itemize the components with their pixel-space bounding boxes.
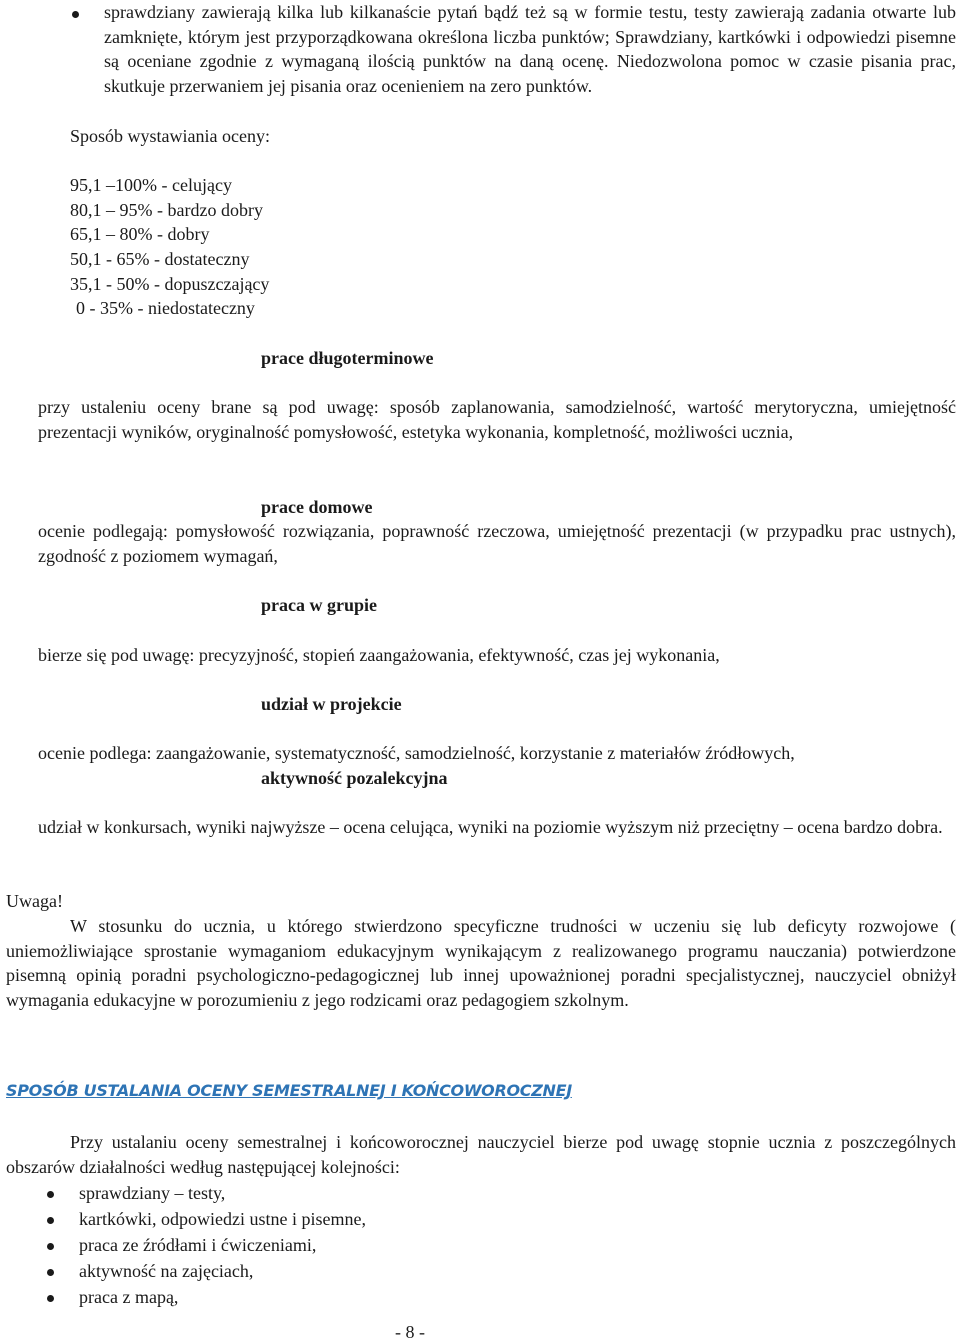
heading-extracurricular: aktywność pozalekcyjna [261, 768, 448, 788]
bullet-icon [47, 1217, 54, 1224]
heading-group-work: praca w grupie [261, 595, 377, 615]
group-work-text: bierze się pod uwagę: precyzyjność, stopień zaangażowania, efektywność, czas jej wykonania, [38, 645, 720, 665]
list-item: praca z mapą, [79, 1287, 179, 1307]
bullet-icon [47, 1295, 54, 1302]
bullet-icon [47, 1191, 54, 1198]
grading-scale-item: 95,1 –100% - celujący [70, 175, 232, 195]
semester-intro [6, 1130, 956, 1179]
homework-text: ocenie podlegają: pomysłowość rozwiązania, poprawność rzeczowa, umiejętność prezentacji (w przypadku prac ustnych), zgodność z poziomem wymagań, [38, 521, 956, 566]
bullet-icon [47, 1243, 54, 1250]
bullet-icon [72, 11, 79, 18]
heading-project: udział w projekcie [261, 694, 402, 714]
list-item: praca ze źródłami i ćwiczeniami, [79, 1235, 317, 1255]
page-number: - 8 - [395, 1322, 425, 1342]
grading-intro: Sposób wystawiania oceny: [70, 126, 270, 146]
grading-scale-item: 65,1 – 80% - dobry [70, 224, 210, 244]
grading-scale-item: 0 - 35% - niedostateczny [76, 298, 255, 318]
list-item: sprawdziany – testy, [79, 1183, 226, 1203]
grading-scale-item: 35,1 - 50% - dopuszczający [70, 274, 270, 294]
heading-homework: prace domowe [261, 497, 373, 517]
note-label: Uwaga! [6, 891, 63, 911]
heading-long-term: prace długoterminowe [261, 348, 434, 368]
extracurricular-text: udział w konkursach, wyniki najwyższe – ocena celująca, wyniki na poziomie wyższym niż przeciętny – ocena bardzo dobra. [38, 817, 943, 837]
top-bullet-text: sprawdziany zawierają kilka lub kilkanaście pytań bądź też są w formie testu, testy zawierają zadania otwarte lub zamknięte, którym jest przyporządkowana określona liczba punktów; Sprawdziany, kartkówki i odpowiedzi pisemne są oceniane zgodnie z wymaganą ilością punktów na daną ocenę. Niedozwolona pomoc w czasie pisania prac, skutkuje przerwaniem jej pisania oraz ocenieniem na zero punktów. [104, 2, 956, 96]
bullet-icon [47, 1269, 54, 1276]
list-item: aktywność na zajęciach, [79, 1261, 254, 1281]
long-term-text: przy ustaleniu oceny brane są pod uwagę: sposób zaplanowania, samodzielność, wartość merytoryczna, umiejętność prezentacji wyników, oryginalność pomysłowość, estetyka wykonania, kompletność, możliwości ucznia, [38, 397, 956, 442]
semester-section-title: SPOSÓB USTALANIA OCENY SEMESTRALNEJ I KOŃCOWOROCZNEJ [6, 1081, 572, 1100]
semester-intro-text: Przy ustalaniu oceny semestralnej i końcoworocznej nauczyciel bierze pod uwagę stopnie ucznia z poszczególnych obszarów działalności według następującej kolejności: [6, 1132, 956, 1177]
note-text: W stosunku do ucznia, u którego stwierdzono specyficzne trudności w uczeniu się lub deficyty rozwojowe ( uniemożliwiające sprostanie wymaganiom edukacyjnym wynikającym z realizowanego programu nauczania) potwierdzone pisemną opinią poradni psychologiczno-pedagogicznej lub innej upoważnionej poradni specjalistycznej, nauczyciel obniżył wymagania edukacyjne w porozumieniu z jego rodzicami oraz pedagogiem szkolnym. [6, 916, 956, 1010]
grading-scale-item: 80,1 – 95% - bardzo dobry [70, 200, 263, 220]
grading-scale-item: 50,1 - 65% - dostateczny [70, 249, 250, 269]
top-bullet-paragraph [104, 0, 956, 98]
list-item: kartkówki, odpowiedzi ustne i pisemne, [79, 1209, 366, 1229]
note-paragraph [6, 914, 956, 1012]
project-text: ocenie podlega: zaangażowanie, systematyczność, samodzielność, korzystanie z materiałów źródłowych, [38, 743, 795, 763]
